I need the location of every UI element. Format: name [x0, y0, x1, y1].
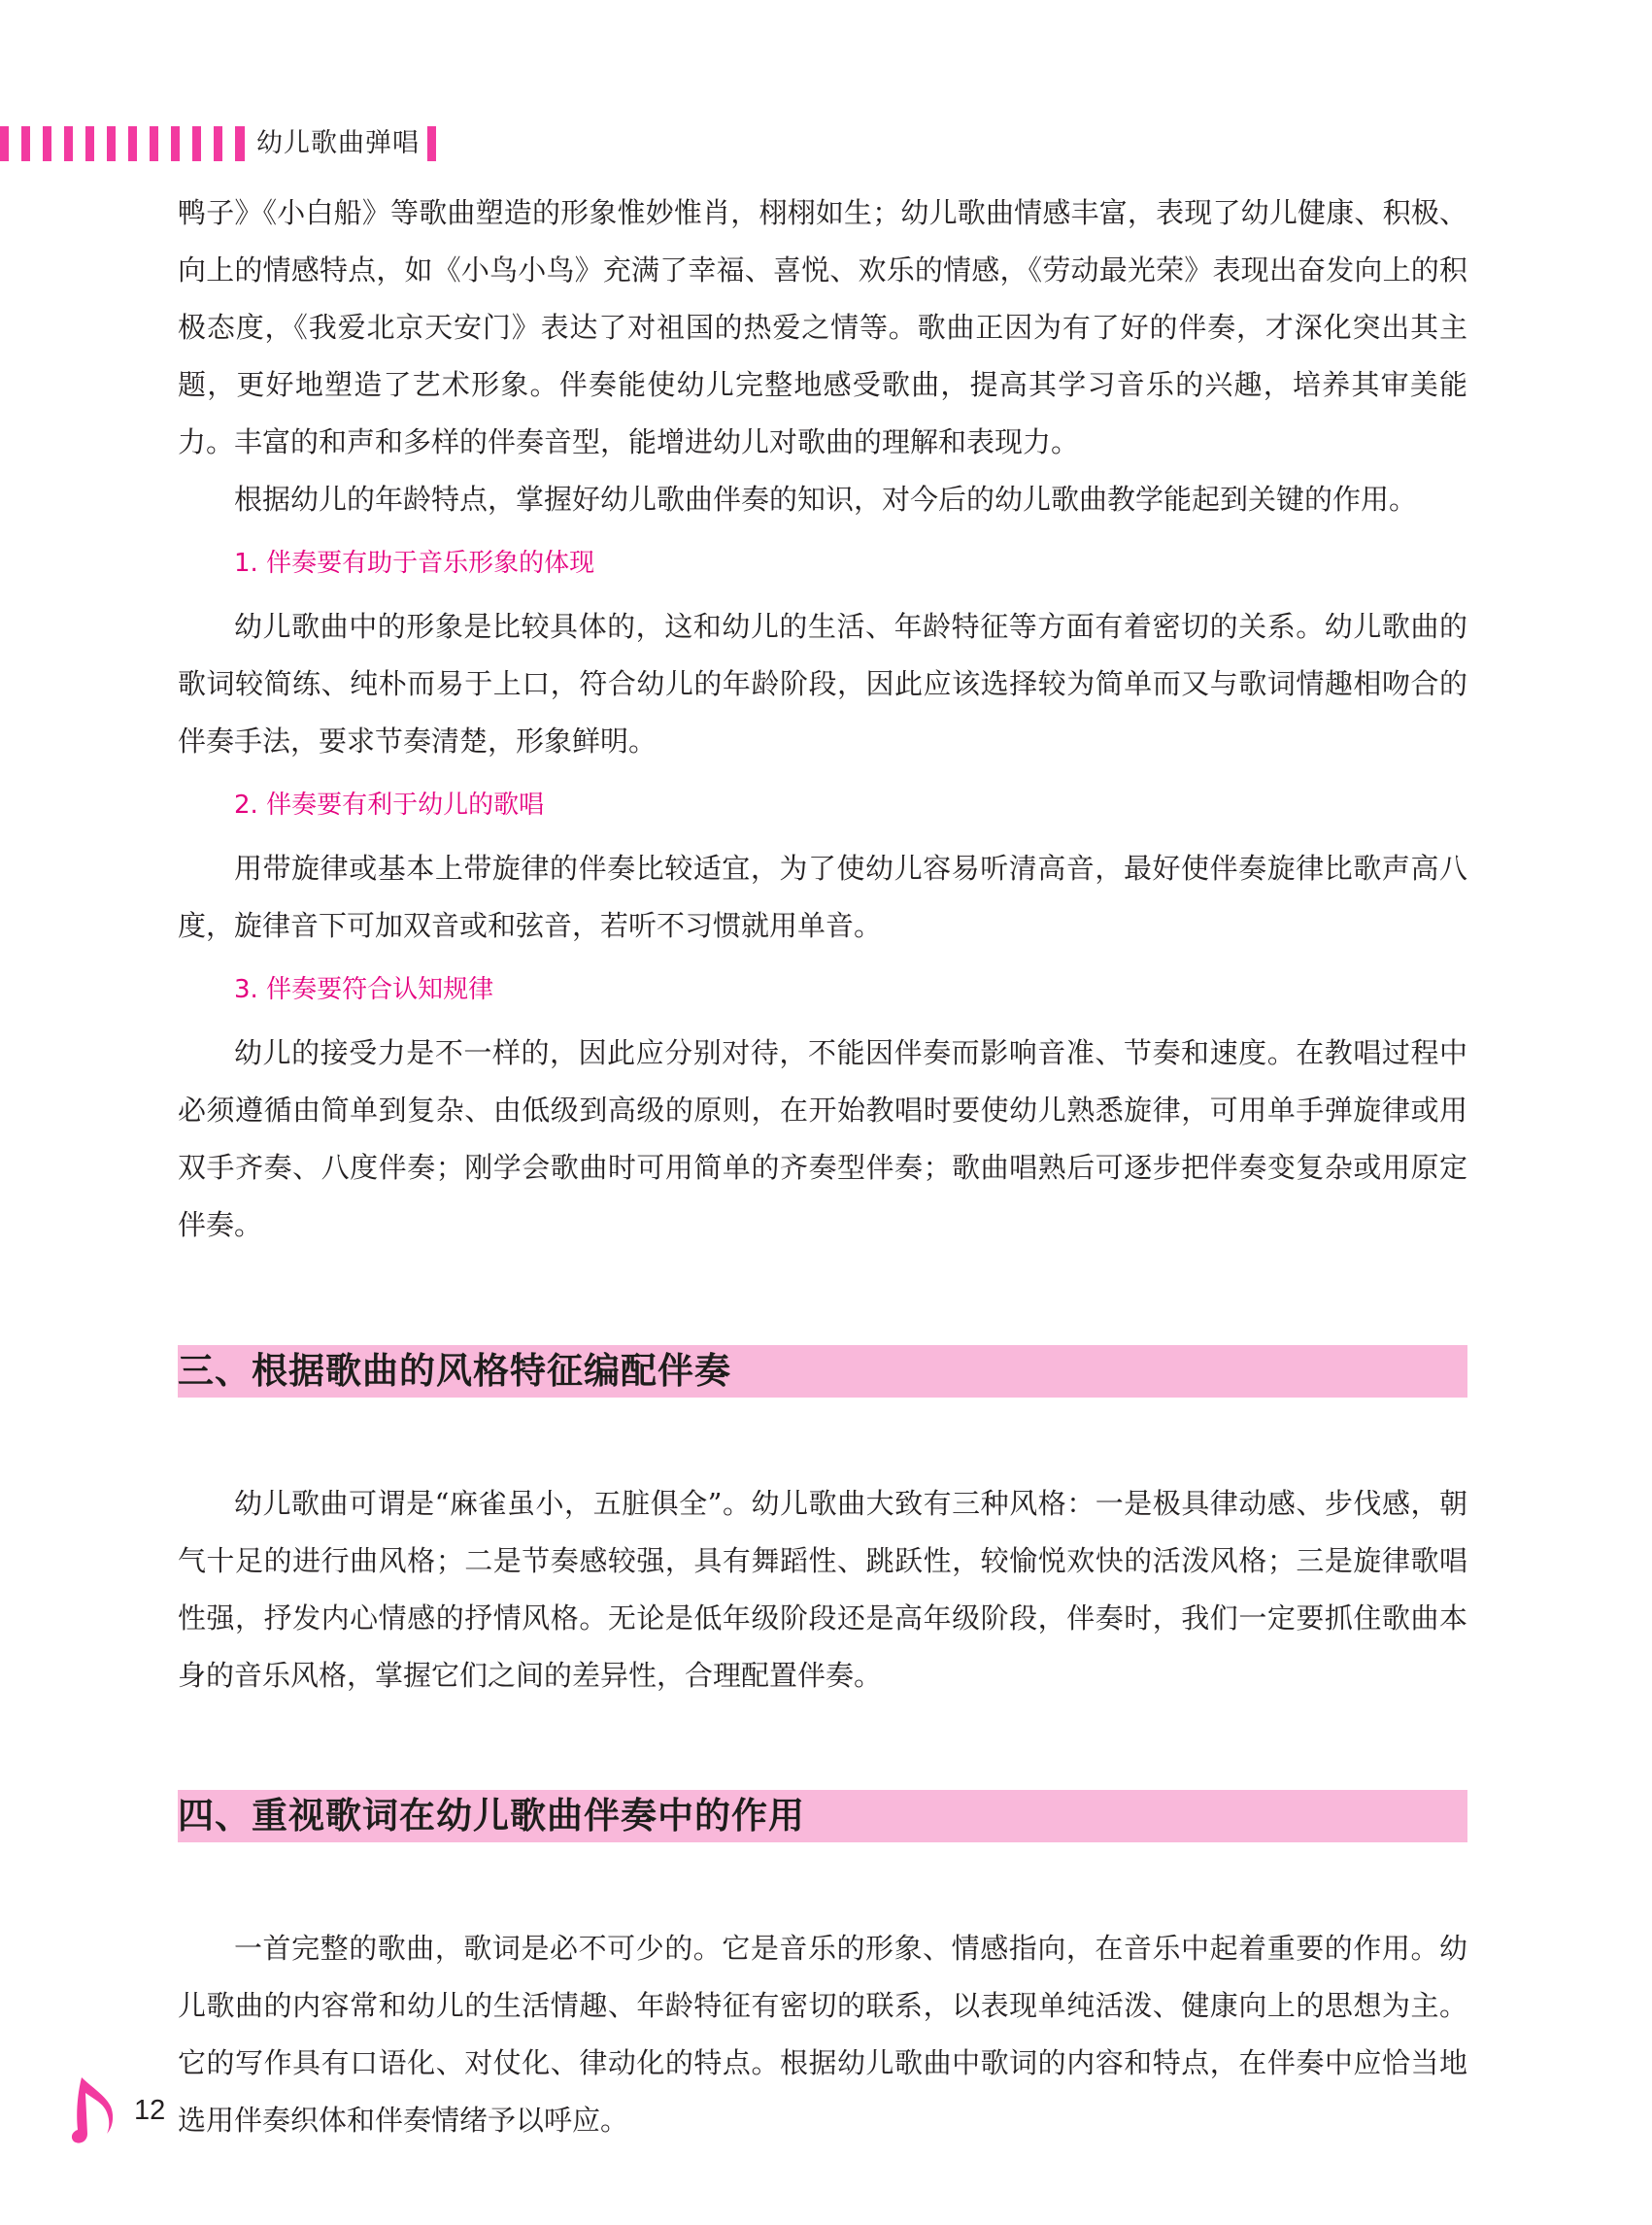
book-title: 幼儿歌曲弹唱 — [236, 126, 422, 161]
intro-paragraph-1: 鸭子》《小白船》等歌曲塑造的形象惟妙惟肖，栩栩如生；幼儿歌曲情感丰富，表现了幼儿健康、积极、向上的情感特点，如《小鸟小鸟》充满了幸福、喜悦、欢乐的情感，《劳动最光荣》表现出奋发向上的积极态度，《我爱北京天安门》表达了对祖国的热爱之情等。歌曲正因为有了好的伴奏，才深化突出其主题，更好地塑造了艺术形象。伴奏能使幼儿完整地感受歌曲，提高其学习音乐的兴趣，培养其审美能力。丰富的和声和多样的伴奏音型，能增进幼儿对歌曲的理解和表现力。 — [178, 196, 1467, 458]
subsection-heading-3: 3. 伴奏要符合认知规律 — [234, 975, 494, 1004]
page-number: 12 — [134, 2095, 166, 2126]
intro-paragraph-2: 根据幼儿的年龄特点，掌握好幼儿歌曲伴奏的知识，对今后的幼儿歌曲教学能起到关键的作用。 — [234, 483, 1418, 516]
section-heading-3: 三、根据歌曲的风格特征编配伴奏 — [178, 1345, 1467, 1398]
subsection-text-1: 幼儿歌曲中的形象是比较具体的，这和幼儿的生活、年龄特征等方面有着密切的关系。幼儿歌曲的歌词较简练、纯朴而易于上口，符合幼儿的年龄阶段，因此应该选择较为简单而又与歌词情趣相吻合的伴奏手法，要求节奏清楚，形象鲜明。 — [178, 610, 1467, 758]
music-note-icon — [68, 2073, 117, 2149]
section-3-text: 幼儿歌曲可谓是“麻雀虽小，五脏俱全”。幼儿歌曲大致有三种风格：一是极具律动感、步伐感，朝气十足的进行曲风格；二是节奏感较强，具有舞蹈性、跳跃性，较愉悦欢快的活泼风格；三是旋律歌唱性强，抒发内心情感的抒情风格。无论是低年级阶段还是高年级阶段，伴奏时，我们一定要抓住歌曲本身的音乐风格，掌握它们之间的差异性，合理配置伴奏。 — [178, 1487, 1467, 1692]
subsection-heading-1: 1. 伴奏要有助于音乐形象的体现 — [234, 549, 595, 578]
section-heading-4: 四、重视歌词在幼儿歌曲伴奏中的作用 — [178, 1790, 1467, 1842]
subsection-text-3: 幼儿的接受力是不一样的，因此应分别对待，不能因伴奏而影响音准、节奏和速度。在教唱过程中必须遵循由简单到复杂、由低级到高级的原则，在开始教唱时要使幼儿熟悉旋律，可用单手弹旋律或用双手齐奏、八度伴奏；刚学会歌曲时可用简单的齐奏型伴奏；歌曲唱熟后可逐步把伴奏变复杂或用原定伴奏。 — [178, 1036, 1467, 1241]
section-4-text: 一首完整的歌曲，歌词是必不可少的。它是音乐的形象、情感指向，在音乐中起着重要的作用。幼儿歌曲的内容常和幼儿的生活情趣、年龄特征有密切的联系，以表现单纯活泼、健康向上的思想为主。它的写作具有口语化、对仗化、律动化的特点。根据幼儿歌曲中歌词的内容和特点，在伴奏中应恰当地选用伴奏织体和伴奏情绪予以呼应。 — [178, 1932, 1467, 2137]
running-header — [0, 126, 447, 161]
page-footer — [68, 2073, 214, 2151]
subsection-text-2: 用带旋律或基本上带旋律的伴奏比较适宜，为了使幼儿容易听清高音，最好使伴奏旋律比歌声高八度，旋律音下可加双音或和弦音，若听不习惯就用单音。 — [178, 852, 1467, 942]
page-body — [178, 185, 1467, 2149]
subsection-heading-2: 2. 伴奏要有利于幼儿的歌唱 — [234, 791, 545, 820]
